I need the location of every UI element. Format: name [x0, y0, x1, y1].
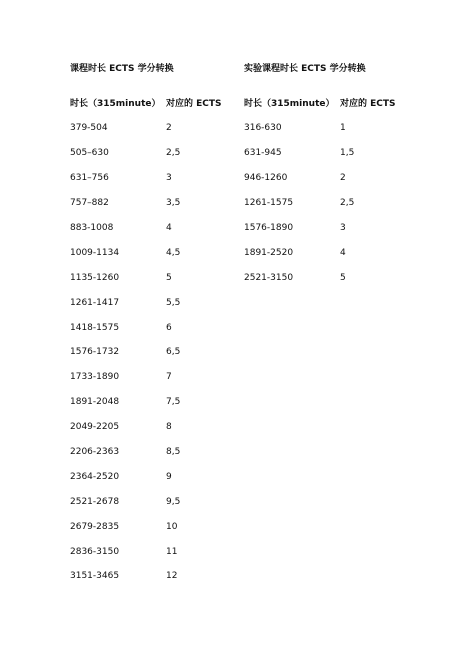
duration-cell: 316-630 [244, 123, 282, 134]
duration-cell: 1009-1134 [70, 247, 120, 258]
right-table [244, 91, 410, 290]
duration-cell: 1891-2520 [244, 247, 294, 258]
ects-cell: 3,5 [166, 198, 181, 209]
ects-cell: 6 [166, 322, 172, 333]
ects-cell: 7,5 [166, 397, 181, 408]
ects-cell: 5,5 [166, 297, 181, 308]
duration-cell: 379-504 [70, 123, 108, 134]
table-row [70, 489, 236, 514]
table-row [244, 240, 410, 265]
ects-cell: 4 [340, 247, 346, 258]
duration-cell: 1576-1732 [70, 347, 120, 358]
duration-cell: 1891-2048 [70, 397, 120, 408]
duration-cell: 1261-1575 [244, 198, 294, 209]
duration-cell: 1135-1260 [70, 272, 120, 283]
table-row [70, 440, 236, 465]
ects-cell: 8 [166, 422, 172, 433]
right-section [244, 62, 410, 290]
duration-cell: 631–756 [70, 173, 109, 184]
duration-cell: 1418-1575 [70, 322, 120, 333]
ects-cell: 6,5 [166, 347, 181, 358]
table-row [244, 216, 410, 241]
ects-cell: 4,5 [166, 247, 181, 258]
table-row [70, 539, 236, 564]
table-row [70, 514, 236, 539]
table-row [70, 340, 236, 365]
left-section [70, 62, 236, 589]
left-header-ects: 对应的 ECTS [166, 98, 222, 109]
left-header-duration: 时长（315minute） [70, 98, 161, 109]
ects-cell: 4 [166, 223, 172, 233]
table-row [70, 365, 236, 390]
ects-cell: 10 [166, 521, 178, 532]
ects-cell: 2,5 [166, 148, 181, 159]
left-table-header [70, 91, 236, 113]
right-table-title: 实验课程时长 ECTS 学分转换 [244, 64, 366, 74]
duration-cell: 2206-2363 [70, 447, 120, 458]
table-row [70, 290, 236, 315]
right-table-header [244, 91, 410, 113]
table-row [70, 464, 236, 489]
ects-cell: 3 [166, 173, 172, 184]
table-row [70, 166, 236, 191]
duration-cell: 3151-3465 [70, 571, 120, 582]
ects-cell: 1,5 [340, 148, 355, 159]
table-row [70, 191, 236, 216]
ects-cell: 9 [166, 471, 172, 482]
duration-cell: 2364-2520 [70, 471, 120, 482]
duration-cell: 1261-1417 [70, 297, 120, 308]
duration-cell: 2521-3150 [244, 272, 294, 283]
right-header-ects: 对应的 ECTS [340, 98, 396, 109]
right-header-duration: 时长（315minute） [244, 98, 335, 109]
ects-cell: 9,5 [166, 496, 181, 507]
table-row [244, 191, 410, 216]
ects-cell: 2 [340, 173, 346, 184]
duration-cell: 757–882 [70, 198, 109, 209]
ects-cell: 2,5 [340, 198, 355, 209]
table-row [70, 265, 236, 290]
ects-cell: 3 [340, 223, 346, 233]
table-row [244, 265, 410, 290]
ects-cell: 8,5 [166, 447, 181, 458]
left-table [70, 91, 236, 589]
ects-cell: 11 [166, 546, 178, 557]
duration-cell: 2836-3150 [70, 546, 120, 557]
ects-cell: 12 [166, 571, 178, 582]
table-row [70, 240, 236, 265]
duration-cell: 631-945 [244, 148, 282, 159]
table-row [70, 415, 236, 440]
table-row [70, 216, 236, 241]
duration-cell: 883-1008 [70, 223, 114, 233]
duration-cell: 1733-1890 [70, 372, 120, 383]
ects-cell: 5 [166, 272, 172, 283]
ects-cell: 5 [340, 272, 346, 283]
left-table-title: 课程时长 ECTS 学分转换 [70, 64, 174, 74]
table-row [70, 390, 236, 415]
table-row [70, 141, 236, 166]
table-row [244, 116, 410, 141]
duration-cell: 1576-1890 [244, 223, 294, 233]
table-row [244, 166, 410, 191]
duration-cell: 946-1260 [244, 173, 288, 184]
table-row [70, 564, 236, 589]
duration-cell: 2049-2205 [70, 422, 120, 433]
duration-cell: 505–630 [70, 148, 109, 159]
table-row [244, 141, 410, 166]
duration-cell: 2679-2835 [70, 521, 120, 532]
ects-cell: 7 [166, 372, 172, 383]
duration-cell: 2521-2678 [70, 496, 120, 507]
ects-cell: 1 [340, 123, 346, 134]
ects-cell: 2 [166, 123, 172, 134]
table-row [70, 315, 236, 340]
table-row [70, 116, 236, 141]
